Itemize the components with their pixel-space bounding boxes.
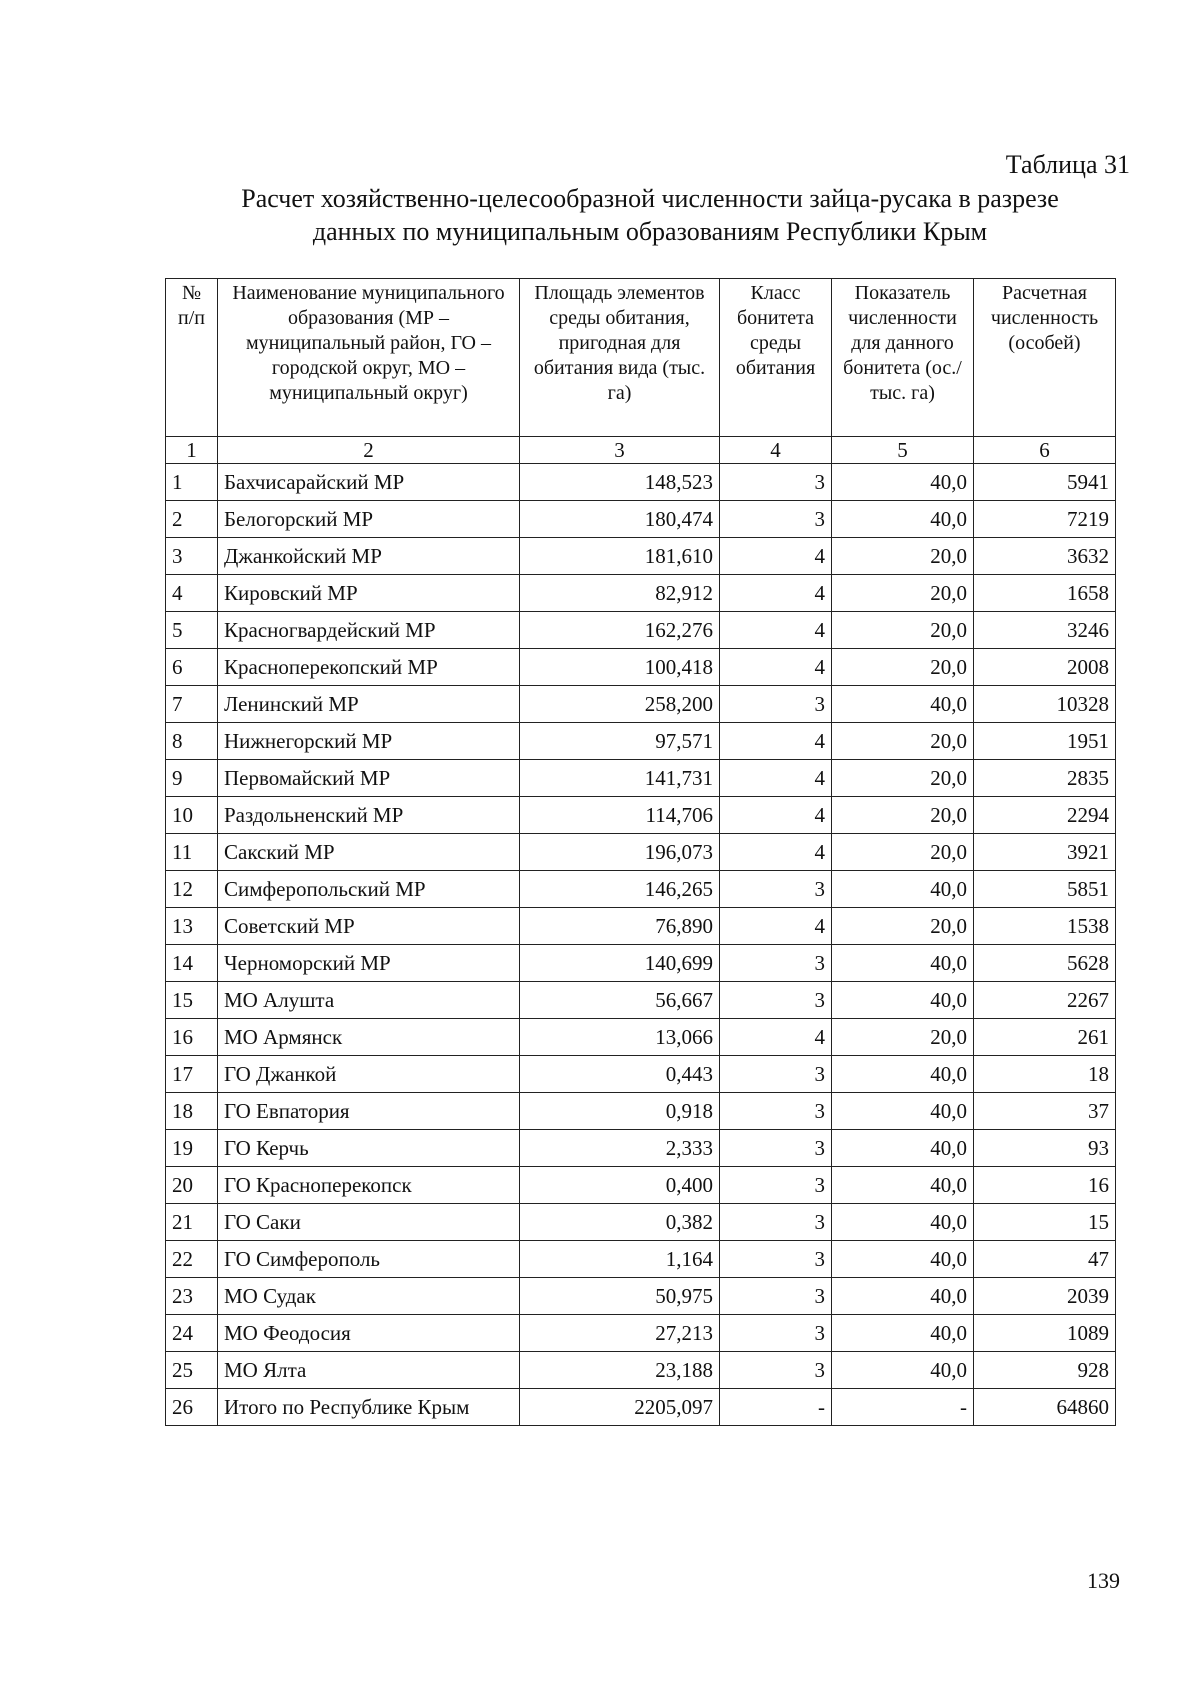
cell-estimated-count: 2039 — [974, 1278, 1116, 1315]
table-row — [166, 1241, 1116, 1278]
cell-bonitet-class: 3 — [720, 686, 832, 723]
table-row — [166, 1019, 1116, 1056]
cell-estimated-count: 10328 — [974, 686, 1116, 723]
cell-municipality-name: Первомайский МР — [218, 760, 520, 797]
cell-row-number: 9 — [166, 760, 218, 797]
table-row — [166, 686, 1116, 723]
cell-municipality-name: Белогорский МР — [218, 501, 520, 538]
cell-municipality-name: Красноперекопский МР — [218, 649, 520, 686]
cell-density: 20,0 — [832, 612, 974, 649]
cell-estimated-count: 16 — [974, 1167, 1116, 1204]
cell-estimated-count: 2267 — [974, 982, 1116, 1019]
cell-bonitet-class: 3 — [720, 945, 832, 982]
cell-density: 40,0 — [832, 1315, 974, 1352]
column-number: 6 — [974, 437, 1116, 464]
table-row — [166, 834, 1116, 871]
cell-row-number: 1 — [166, 464, 218, 501]
cell-area: 27,213 — [520, 1315, 720, 1352]
cell-area: 0,918 — [520, 1093, 720, 1130]
cell-municipality-name: Итого по Республике Крым — [218, 1389, 520, 1426]
cell-row-number: 23 — [166, 1278, 218, 1315]
cell-municipality-name: Советский МР — [218, 908, 520, 945]
cell-density: 40,0 — [832, 1352, 974, 1389]
column-number: 1 — [166, 437, 218, 464]
cell-municipality-name: ГО Красноперекопск — [218, 1167, 520, 1204]
cell-row-number: 7 — [166, 686, 218, 723]
header-estimated-count: Расчетная численность (особей) — [974, 279, 1116, 437]
cell-area: 56,667 — [520, 982, 720, 1019]
cell-density: 20,0 — [832, 760, 974, 797]
table-row — [166, 1278, 1116, 1315]
cell-estimated-count: 7219 — [974, 501, 1116, 538]
cell-row-number: 14 — [166, 945, 218, 982]
column-number-row — [166, 437, 1116, 464]
cell-municipality-name: Бахчисарайский МР — [218, 464, 520, 501]
title-line-2: данных по муниципальным образованиям Республики Крым — [312, 217, 988, 246]
table-row — [166, 760, 1116, 797]
cell-bonitet-class: 3 — [720, 982, 832, 1019]
cell-bonitet-class: 3 — [720, 1315, 832, 1352]
table-label: Таблица 31 — [1005, 150, 1130, 179]
cell-municipality-name: Черноморский МР — [218, 945, 520, 982]
cell-municipality-name: Нижнегорский МР — [218, 723, 520, 760]
cell-bonitet-class: 4 — [720, 908, 832, 945]
cell-estimated-count: 18 — [974, 1056, 1116, 1093]
cell-estimated-count: 5628 — [974, 945, 1116, 982]
cell-row-number: 10 — [166, 797, 218, 834]
cell-density: 20,0 — [832, 649, 974, 686]
cell-area: 162,276 — [520, 612, 720, 649]
cell-bonitet-class: 3 — [720, 1352, 832, 1389]
cell-municipality-name: Ленинский МР — [218, 686, 520, 723]
cell-municipality-name: ГО Симферополь — [218, 1241, 520, 1278]
cell-estimated-count: 2835 — [974, 760, 1116, 797]
table-row — [166, 575, 1116, 612]
cell-estimated-count: 261 — [974, 1019, 1116, 1056]
cell-density: 40,0 — [832, 501, 974, 538]
cell-row-number: 8 — [166, 723, 218, 760]
cell-estimated-count: 3632 — [974, 538, 1116, 575]
cell-bonitet-class: 3 — [720, 464, 832, 501]
title-line-1: Расчет хозяйственно-целесообразной численности зайца-русака в разрезе — [241, 184, 1059, 213]
cell-bonitet-class: 4 — [720, 797, 832, 834]
cell-municipality-name: МО Армянск — [218, 1019, 520, 1056]
cell-area: 82,912 — [520, 575, 720, 612]
cell-municipality-name: ГО Евпатория — [218, 1093, 520, 1130]
table-row — [166, 1056, 1116, 1093]
cell-row-number: 13 — [166, 908, 218, 945]
table-row — [166, 1093, 1116, 1130]
document-title — [170, 182, 1130, 248]
column-number: 2 — [218, 437, 520, 464]
cell-bonitet-class: 3 — [720, 1093, 832, 1130]
cell-municipality-name: МО Судак — [218, 1278, 520, 1315]
cell-density: 40,0 — [832, 686, 974, 723]
column-number: 4 — [720, 437, 832, 464]
cell-row-number: 3 — [166, 538, 218, 575]
cell-row-number: 20 — [166, 1167, 218, 1204]
cell-density: 40,0 — [832, 1204, 974, 1241]
cell-municipality-name: ГО Керчь — [218, 1130, 520, 1167]
cell-row-number: 25 — [166, 1352, 218, 1389]
cell-estimated-count: 1951 — [974, 723, 1116, 760]
table-total-row — [166, 1389, 1116, 1426]
cell-estimated-count: 93 — [974, 1130, 1116, 1167]
cell-bonitet-class: 4 — [720, 612, 832, 649]
cell-row-number: 17 — [166, 1056, 218, 1093]
cell-density: 40,0 — [832, 871, 974, 908]
cell-municipality-name: МО Ялта — [218, 1352, 520, 1389]
cell-bonitet-class: 3 — [720, 871, 832, 908]
cell-density: 20,0 — [832, 538, 974, 575]
population-table — [165, 278, 1116, 1426]
cell-bonitet-class: 3 — [720, 1278, 832, 1315]
cell-estimated-count: 37 — [974, 1093, 1116, 1130]
cell-row-number: 16 — [166, 1019, 218, 1056]
cell-estimated-count: 1658 — [974, 575, 1116, 612]
cell-row-number: 22 — [166, 1241, 218, 1278]
cell-density: 40,0 — [832, 1167, 974, 1204]
page-number: 139 — [1087, 1568, 1120, 1593]
cell-estimated-count: 3246 — [974, 612, 1116, 649]
cell-area: 196,073 — [520, 834, 720, 871]
cell-row-number: 26 — [166, 1389, 218, 1426]
cell-estimated-count: 2294 — [974, 797, 1116, 834]
cell-estimated-count: 1089 — [974, 1315, 1116, 1352]
cell-area: 100,418 — [520, 649, 720, 686]
cell-bonitet-class: - — [720, 1389, 832, 1426]
cell-density: 20,0 — [832, 1019, 974, 1056]
header-bonitet-class: Класс бонитета среды обитания — [720, 279, 832, 437]
cell-area: 2,333 — [520, 1130, 720, 1167]
cell-municipality-name: МО Феодосия — [218, 1315, 520, 1352]
cell-bonitet-class: 3 — [720, 1056, 832, 1093]
cell-area: 141,731 — [520, 760, 720, 797]
cell-estimated-count: 1538 — [974, 908, 1116, 945]
cell-row-number: 11 — [166, 834, 218, 871]
cell-estimated-count: 5851 — [974, 871, 1116, 908]
cell-bonitet-class: 3 — [720, 1167, 832, 1204]
cell-density: 40,0 — [832, 1278, 974, 1315]
cell-row-number: 2 — [166, 501, 218, 538]
cell-row-number: 4 — [166, 575, 218, 612]
cell-area: 180,474 — [520, 501, 720, 538]
table-row — [166, 1352, 1116, 1389]
cell-municipality-name: Красногвардейский МР — [218, 612, 520, 649]
cell-bonitet-class: 3 — [720, 1130, 832, 1167]
cell-row-number: 12 — [166, 871, 218, 908]
cell-estimated-count: 2008 — [974, 649, 1116, 686]
cell-row-number: 15 — [166, 982, 218, 1019]
table-row — [166, 649, 1116, 686]
cell-density: 20,0 — [832, 834, 974, 871]
cell-density: 40,0 — [832, 1056, 974, 1093]
cell-density: 20,0 — [832, 723, 974, 760]
cell-municipality-name: ГО Джанкой — [218, 1056, 520, 1093]
cell-density: 20,0 — [832, 575, 974, 612]
table-row — [166, 612, 1116, 649]
cell-row-number: 21 — [166, 1204, 218, 1241]
table-row — [166, 538, 1116, 575]
cell-bonitet-class: 4 — [720, 723, 832, 760]
cell-density: 40,0 — [832, 1241, 974, 1278]
cell-bonitet-class: 4 — [720, 1019, 832, 1056]
cell-area: 1,164 — [520, 1241, 720, 1278]
column-number: 5 — [832, 437, 974, 464]
table-row — [166, 1315, 1116, 1352]
cell-estimated-count: 3921 — [974, 834, 1116, 871]
cell-municipality-name: Кировский МР — [218, 575, 520, 612]
cell-bonitet-class: 4 — [720, 760, 832, 797]
cell-estimated-count: 47 — [974, 1241, 1116, 1278]
cell-area: 0,382 — [520, 1204, 720, 1241]
cell-municipality-name: Джанкойский МР — [218, 538, 520, 575]
cell-area: 97,571 — [520, 723, 720, 760]
cell-bonitet-class: 4 — [720, 834, 832, 871]
cell-area: 181,610 — [520, 538, 720, 575]
cell-bonitet-class: 3 — [720, 501, 832, 538]
cell-area: 13,066 — [520, 1019, 720, 1056]
cell-estimated-count: 15 — [974, 1204, 1116, 1241]
cell-area: 114,706 — [520, 797, 720, 834]
cell-estimated-count: 64860 — [974, 1389, 1116, 1426]
header-area: Площадь элементов среды обитания, пригодная для обитания вида (тыс. га) — [520, 279, 720, 437]
cell-area: 50,975 — [520, 1278, 720, 1315]
cell-row-number: 18 — [166, 1093, 218, 1130]
cell-density: - — [832, 1389, 974, 1426]
cell-area: 148,523 — [520, 464, 720, 501]
table-row — [166, 871, 1116, 908]
table-row — [166, 1130, 1116, 1167]
table-row — [166, 908, 1116, 945]
cell-estimated-count: 5941 — [974, 464, 1116, 501]
cell-area: 0,400 — [520, 1167, 720, 1204]
cell-density: 20,0 — [832, 908, 974, 945]
cell-estimated-count: 928 — [974, 1352, 1116, 1389]
cell-row-number: 24 — [166, 1315, 218, 1352]
cell-bonitet-class: 4 — [720, 538, 832, 575]
cell-row-number: 6 — [166, 649, 218, 686]
header-density: Показатель численности для данного бонитета (ос./тыс. га) — [832, 279, 974, 437]
cell-bonitet-class: 3 — [720, 1241, 832, 1278]
cell-area: 2205,097 — [520, 1389, 720, 1426]
cell-density: 40,0 — [832, 1130, 974, 1167]
table-body — [166, 464, 1116, 1426]
header-municipality: Наименование муниципального образования (МР – муниципальный район, ГО – городской округ, МО – муниципальный округ) — [218, 279, 520, 437]
cell-density: 40,0 — [832, 945, 974, 982]
cell-area: 23,188 — [520, 1352, 720, 1389]
cell-area: 140,699 — [520, 945, 720, 982]
table-row — [166, 982, 1116, 1019]
header-row — [166, 279, 1116, 437]
cell-density: 40,0 — [832, 464, 974, 501]
cell-density: 20,0 — [832, 797, 974, 834]
cell-municipality-name: Раздольненский МР — [218, 797, 520, 834]
table-row — [166, 797, 1116, 834]
table-row — [166, 945, 1116, 982]
table-row — [166, 501, 1116, 538]
cell-municipality-name: МО Алушта — [218, 982, 520, 1019]
cell-municipality-name: Симферопольский МР — [218, 871, 520, 908]
cell-row-number: 5 — [166, 612, 218, 649]
cell-area: 76,890 — [520, 908, 720, 945]
cell-area: 258,200 — [520, 686, 720, 723]
cell-bonitet-class: 3 — [720, 1204, 832, 1241]
table-row — [166, 464, 1116, 501]
cell-area: 146,265 — [520, 871, 720, 908]
cell-municipality-name: Сакский МР — [218, 834, 520, 871]
header-number: № п/п — [166, 279, 218, 437]
table-row — [166, 1167, 1116, 1204]
cell-municipality-name: ГО Саки — [218, 1204, 520, 1241]
table-row — [166, 723, 1116, 760]
cell-density: 40,0 — [832, 982, 974, 1019]
cell-area: 0,443 — [520, 1056, 720, 1093]
cell-bonitet-class: 4 — [720, 575, 832, 612]
cell-bonitet-class: 4 — [720, 649, 832, 686]
column-number: 3 — [520, 437, 720, 464]
table-row — [166, 1204, 1116, 1241]
cell-density: 40,0 — [832, 1093, 974, 1130]
cell-row-number: 19 — [166, 1130, 218, 1167]
